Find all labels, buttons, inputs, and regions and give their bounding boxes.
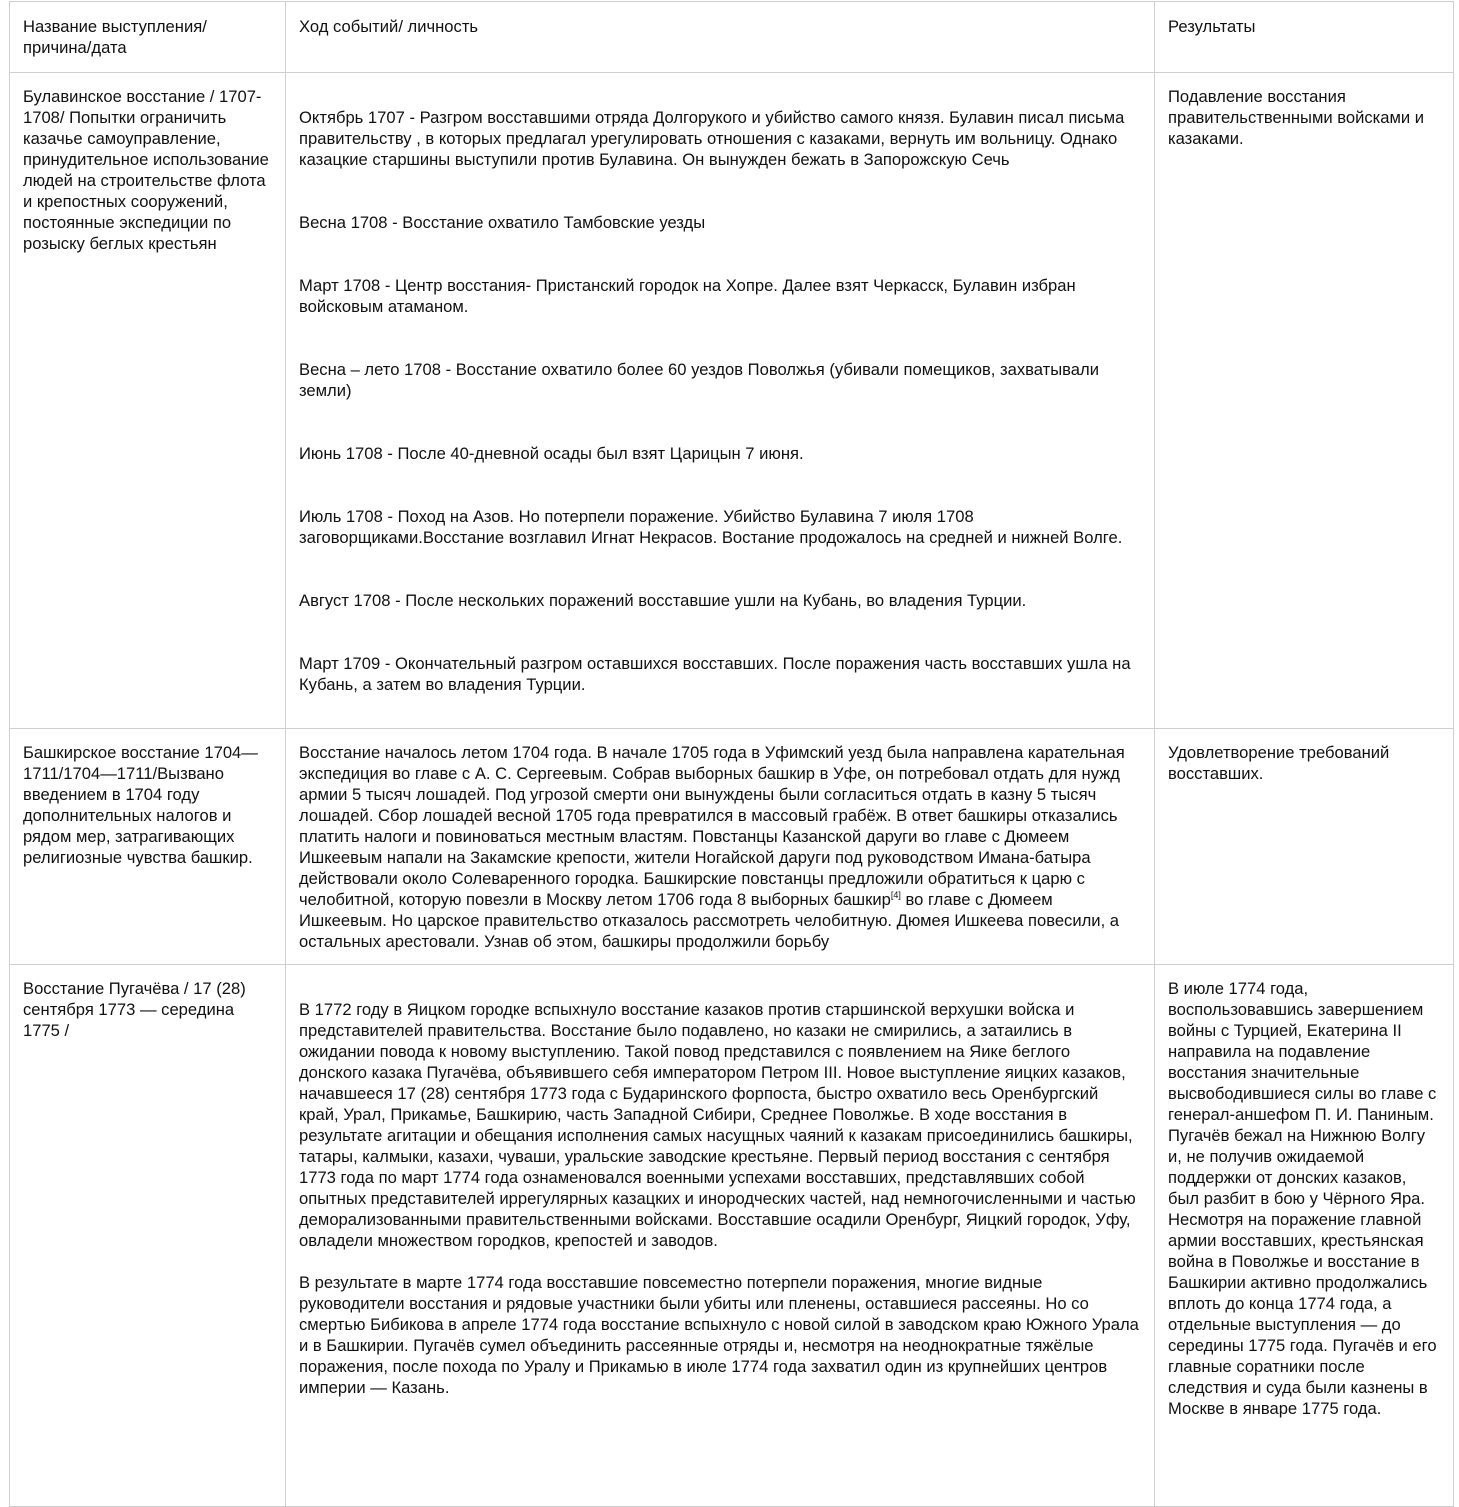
- header-results: Результаты: [1155, 2, 1454, 73]
- table-header-row: [10, 2, 1454, 73]
- cell-name-bulavin: Булавинское восстание / 1707-1708/ Попытки ограничить казачье самоуправление, принудительное использование людей на строительстве флота и крепостных сооружений, постоянные экспедиции по розыску беглых крестьян: [10, 73, 286, 729]
- table-row-bashkir: [10, 729, 1454, 965]
- event-paragraph: Август 1708 - После нескольких поражений восставшие ушли на Кубань, во владения Турции.: [299, 591, 1027, 610]
- event-paragraph: Июль 1708 - Поход на Азов. Но потерпели поражение. Убийство Булавина 7 июля 1708 заговорщиками.Восстание возглавил Игнат Некрасов. Востание продожалось на средней и нижней Волге.: [299, 507, 1123, 547]
- event-paragraph: В результате в марте 1774 года восставшие повсеместно потерпели поражения, многие видные руководители восстания и рядовые участники были убиты или пленены, оставшиеся рассеяны. Но со смертью Бибикова в апреле 1774 года восстание вспыхнуло с новой силой в заводском краю Южного Урала и в Башкирии. Пугачёв сумел объединить рассеянные отряды и, несмотря на неоднократные тяжёлые поражения, после похода по Уралу и Прикамью в июле 1774 года захватил один из крупнейших центров империи — Казань.: [299, 1273, 1139, 1397]
- table-row-bulavin: [10, 73, 1454, 729]
- event-paragraph: Октябрь 1707 - Разгром восставшими отряда Долгорукого и убийство самого князя. Булавин писал письма правительству , в которых предлагал урегулировать отношения с казаками, вернуть им вольницу. Однако казацкие старшины выступили против Булавина. Он вынужден бежать в Запорожскую Сечь: [299, 108, 1125, 169]
- event-paragraph: Март 1708 - Центр восстания- Пристанский городок на Хопре. Далее взят Черкасск, Булавин избран войсковым атаманом.: [299, 276, 1076, 316]
- cell-name-pugachev: Восстание Пугачёва / 17 (28) сентября 1773 — середина 1775 /: [10, 965, 286, 1507]
- header-course-of-events: Ход событий/ личность: [286, 2, 1155, 73]
- footnote-link[interactable]: [4]: [890, 890, 901, 900]
- uprisings-table: [9, 1, 1454, 1507]
- event-text: во главе с Дюмеем Ишкеевым. Но царское правительство отказалось рассмотреть челобитную. Дюмея Ишкеева повесили, а остальных арестовали. Узнав об этом, башкиры продолжили борьбу: [299, 890, 1120, 951]
- cell-results-pugachev: В июле 1774 года, воспользовавшись завершением войны с Турцией, Екатерина II направила на подавление восстания значительные высвободившиеся силы во главе с генерал-аншефом П. И. Паниным. Пугачёв бежал на Нижнюю Волгу и, не получив ожидаемой поддержки от донских казаков, был разбит в бою у Чёрного Яра. Несмотря на поражение главной армии восставших, крестьянская война в Поволжье и восстание в Башкирии активно продолжались вплоть до конца 1774 года, а отдельные выступления — до середины 1775 года. Пугачёв и его главные соратники после следствия и суда были казнены в Москве в январе 1775 года.: [1155, 965, 1454, 1507]
- header-name-cause-date: Название выступления/ причина/дата: [10, 2, 286, 73]
- event-paragraph: Весна 1708 - Восстание охватило Тамбовские уезды: [299, 213, 706, 232]
- event-paragraph: Июнь 1708 - После 40-дневной осады был взят Царицын 7 июня.: [299, 444, 804, 463]
- cell-events-bashkir: [286, 729, 1155, 965]
- cell-results-bashkir: Удовлетворение требований восставших.: [1155, 729, 1454, 965]
- cell-events-bulavin: [286, 73, 1155, 729]
- event-text: Восстание началось летом 1704 года. В начале 1705 года в Уфимский уезд была направлена карательная экспедиция во главе с А. С. Сергеевым. Собрав выборных башкир в Уфе, он потребовал отдать для нужд армии 5 тысяч лошадей. Под угрозой смерти они вынуждены были согласиться отдать в казну 5 тысяч лошадей. Сбор лошадей весной 1705 года превратился в массовый грабёж. В ответ башкиры отказались платить налоги и повиноваться местным властям. Повстанцы Казанской даруги во главе с Дюмеем Ишкеевым напали на Закамские крепости, жители Ногайской даруги под руководством Имана-батыра действовали около Солеваренного городка. Башкирские повстанцы предложили обратиться к царю с челобитной, которую повезли в Москву летом 1706 года 8 выборных башкир: [299, 743, 1125, 909]
- event-paragraph: В 1772 году в Яицком городке вспыхнуло восстание казаков против старшинской верхушки войска и представителей правительства. Восстание было подавлено, но казаки не смирились, а затаились в ожидании повода к новому выступлению. Такой повод представился с появлением на Яике беглого донского казака Пугачёва, объявившего себя императором Петром III. Новое выступление яицких казаков, начавшееся 17 (28) сентября 1773 года с Бударинского форпоста, быстро охватило весь Оренбургский край, Урал, Прикамье, Башкирию, часть Западной Сибири, Среднее Поволжье. В ходе восстания в результате агитации и обещания исполнения самых насущных чаяний к казакам присоединились башкиры, татары, калмыки, казахи, чуваши, уральские заводские крестьяне. Первый период восстания с сентября 1773 года по март 1774 года ознаменовался военными успехами восставших, представлявших собой опытных представителей иррегулярных казацких и инородческих частей, над немногочисленными и частью деморализованными правительственными войсками. Восставшие осадили Оренбург, Яицкий городок, Уфу, овладели множеством городков, крепостей и заводов.: [299, 1000, 1136, 1250]
- cell-events-pugachev: [286, 965, 1155, 1507]
- event-paragraph: Март 1709 - Окончательный разгром оставшихся восставших. После поражения часть восставших ушла на Кубань, а затем во владения Турции.: [299, 654, 1131, 694]
- table-row-pugachev: [10, 965, 1454, 1507]
- cell-name-bashkir: Башкирское восстание 1704—1711/1704—1711/Вызвано введением в 1704 году дополнительных налогов и рядом мер, затрагивающих религиозные чувства башкир.: [10, 729, 286, 965]
- cell-results-bulavin: Подавление восстания правительственными войсками и казаками.: [1155, 73, 1454, 729]
- event-paragraph: Весна – лето 1708 - Восстание охватило более 60 уездов Поволжья (убивали помещиков, захватывали земли): [299, 360, 1099, 400]
